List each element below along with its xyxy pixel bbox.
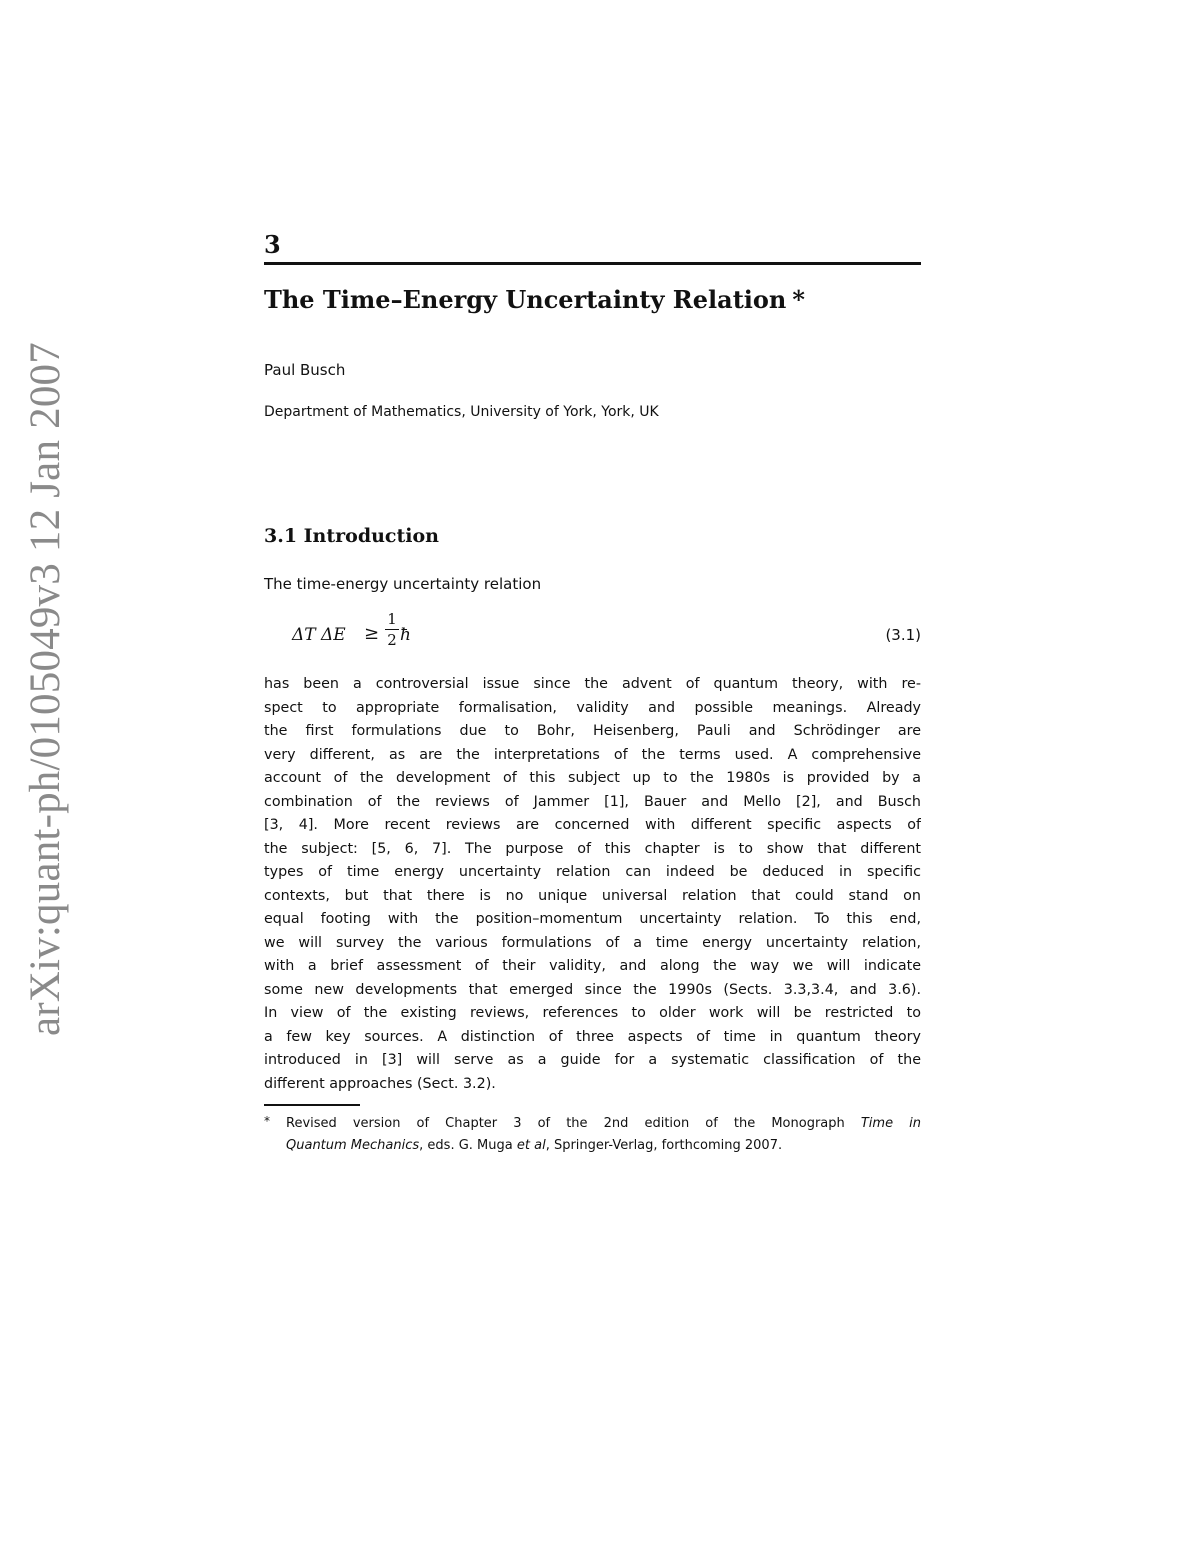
body-line: the subject: [5, 6, 7]. The purpose of this chapter is to show that different xyxy=(264,840,921,857)
footnote-publisher: , Springer-Verlag, forthcoming 2007. xyxy=(545,1138,783,1153)
section-heading: 3.1 Introduction xyxy=(264,525,439,547)
body-line: equal footing with the position–momentum uncertainty relation. To this end, xyxy=(264,911,921,927)
body-line: with a brief assessment of their validity, and along the way we will indicate xyxy=(264,958,921,974)
author-name: Paul Busch xyxy=(264,361,346,379)
body-line: combination of the reviews of Jammer [1], Bauer and Mello [2], and Busch xyxy=(264,793,921,810)
author-affiliation: Department of Mathematics, University of York, York, UK xyxy=(264,404,659,420)
footnote-et-al: et al xyxy=(516,1138,546,1153)
body-line: types of time energy uncertainty relation can indeed be deduced in specific xyxy=(264,864,921,880)
body-paragraph xyxy=(264,673,921,1096)
section-lead-in: The time-energy uncertainty relation xyxy=(264,575,542,593)
footnote-text: Revised version of Chapter 3 of the 2nd edition of the Monograph xyxy=(286,1116,845,1131)
footnote-book-title: Time in xyxy=(860,1116,921,1131)
arxiv-stamp: arXiv:quant-ph/0105049v3 12 Jan 2007 xyxy=(22,342,69,1036)
body-line: different approaches (Sect. 3.2). xyxy=(264,1075,496,1092)
fraction-bar xyxy=(385,629,399,630)
equation-relation: ≥ xyxy=(364,623,380,644)
body-line: very different, as are the interpretations of the terms used. A comprehensive xyxy=(264,746,921,763)
footnote-rule xyxy=(264,1104,360,1106)
title-footnote-marker[interactable]: * xyxy=(792,285,805,314)
equation-label: (3.1) xyxy=(885,626,921,644)
chapter-rule xyxy=(264,262,921,265)
footnote xyxy=(264,1110,921,1157)
body-line: introduced in [3] will serve as a guide for a systematic classification of the xyxy=(264,1052,921,1068)
body-line: some new developments that emerged since the 1990s (Sects. 3.3,3.4, and 3.6). xyxy=(264,981,921,998)
body-line: [3, 4]. More recent reviews are concerned with different specific aspects of xyxy=(264,817,921,833)
body-line: a few key sources. A distinction of three aspects of time in quantum theory xyxy=(264,1028,921,1045)
equation-lhs: ΔT ΔE xyxy=(292,625,346,645)
equation-constant: ħ xyxy=(400,625,411,645)
equation-3-1 xyxy=(292,608,921,662)
fraction-denominator: 2 xyxy=(387,631,397,649)
body-line: we will survey the various formulations of a time energy uncertainty relation, xyxy=(264,934,921,951)
chapter-title-text: The Time–Energy Uncertainty Relation xyxy=(264,285,787,314)
body-line: account of the development of this subject up to the 1980s is provided by a xyxy=(264,770,921,786)
body-line: In view of the existing reviews, references to older work will be restricted to xyxy=(264,1005,921,1021)
body-line: has been a controversial issue since the advent of quantum theory, with re- xyxy=(264,676,921,692)
footnote-line xyxy=(264,1110,921,1135)
body-line: contexts, but that there is no unique universal relation that could stand on xyxy=(264,887,921,904)
equation-fraction xyxy=(385,610,399,649)
footnote-marker: * xyxy=(264,1114,270,1128)
footnote-editors: , eds. G. Muga xyxy=(419,1138,513,1153)
body-line: spect to appropriate formalisation, validity and possible meanings. Already xyxy=(264,699,921,716)
fraction-numerator: 1 xyxy=(387,610,397,628)
footnote-book-title-cont: Quantum Mechanics xyxy=(286,1138,420,1153)
body-line: the first formulations due to Bohr, Heisenberg, Pauli and Schrödinger are xyxy=(264,723,921,739)
footnote-line xyxy=(264,1135,921,1157)
chapter-number: 3 xyxy=(264,230,281,259)
chapter-title xyxy=(264,284,805,316)
